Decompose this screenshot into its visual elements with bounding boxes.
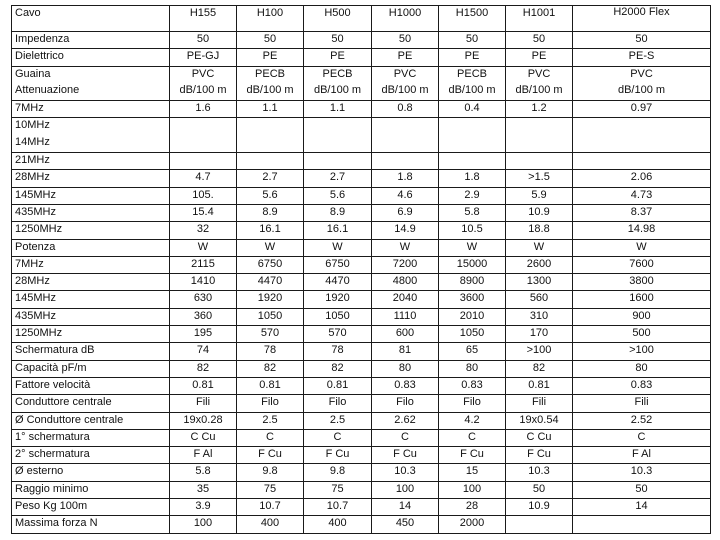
table-cell: 19x0.28	[170, 412, 237, 429]
table-cell: dB/100 m	[170, 83, 237, 100]
table-row	[12, 274, 711, 291]
table-row	[12, 326, 711, 343]
table-cell: 18.8	[506, 222, 573, 239]
table-cell: 1.8	[439, 170, 506, 187]
table-cell: Fili	[506, 395, 573, 412]
table-cell: Fili	[170, 395, 237, 412]
table-row	[12, 239, 711, 256]
table-cell: 6.9	[372, 204, 439, 221]
row-label: 1250MHz	[12, 222, 170, 239]
table-cell: 4470	[304, 274, 372, 291]
table-cell: 50	[439, 32, 506, 49]
table-cell: 10.7	[304, 499, 372, 516]
table-cell: 10.9	[506, 499, 573, 516]
table-cell: dB/100 m	[439, 83, 506, 100]
row-label: 145MHz	[12, 291, 170, 308]
table-cell: C	[304, 429, 372, 446]
table-cell: 2.5	[237, 412, 304, 429]
table-cell: C	[439, 429, 506, 446]
table-cell: dB/100 m	[304, 83, 372, 100]
table-cell: PVC	[506, 66, 573, 83]
table-cell: W	[237, 239, 304, 256]
table-cell: 8.37	[573, 204, 711, 221]
header-cell: H155	[170, 6, 237, 32]
table-cell: 1300	[506, 274, 573, 291]
table-cell: 2.52	[573, 412, 711, 429]
table-cell: 0.4	[439, 101, 506, 118]
table-cell: F Cu	[372, 447, 439, 464]
table-cell: dB/100 m	[506, 83, 573, 100]
row-label: 145MHz	[12, 187, 170, 204]
table-cell: 14	[372, 499, 439, 516]
table-cell: 50	[372, 32, 439, 49]
header-cell: H100	[237, 6, 304, 32]
row-label: Schermatura dB	[12, 343, 170, 360]
row-label: Capacità pF/m	[12, 360, 170, 377]
table-row	[12, 412, 711, 429]
table-cell: 170	[506, 326, 573, 343]
table-cell	[237, 135, 304, 152]
table-cell: PECB	[304, 66, 372, 83]
row-label: Conduttore centrale	[12, 395, 170, 412]
table-cell: C	[573, 429, 711, 446]
table-cell: 50	[573, 32, 711, 49]
table-cell: PVC	[170, 66, 237, 83]
table-row	[12, 481, 711, 498]
row-label: Fattore velocità	[12, 377, 170, 394]
table-cell: 4800	[372, 274, 439, 291]
table-cell: PE-GJ	[170, 49, 237, 66]
table-cell: Fili	[573, 395, 711, 412]
table-cell: PE	[439, 49, 506, 66]
table-cell: F Cu	[237, 447, 304, 464]
table-cell: 3600	[439, 291, 506, 308]
table-cell: 4.2	[439, 412, 506, 429]
table-cell: 0.83	[439, 377, 506, 394]
table-cell: 10.9	[506, 204, 573, 221]
table-cell	[304, 135, 372, 152]
table-cell: W	[506, 239, 573, 256]
table-cell: 4.73	[573, 187, 711, 204]
table-row	[12, 101, 711, 118]
table-cell: >1.5	[506, 170, 573, 187]
table-cell: 80	[439, 360, 506, 377]
table-cell	[304, 118, 372, 135]
table-cell	[372, 118, 439, 135]
table-cell: 5.8	[170, 464, 237, 481]
table-cell: 100	[372, 481, 439, 498]
table-cell: PE	[237, 49, 304, 66]
table-cell	[506, 153, 573, 170]
table-cell: 50	[506, 32, 573, 49]
table-row	[12, 49, 711, 66]
table-cell: 1.1	[304, 101, 372, 118]
table-cell: Filo	[237, 395, 304, 412]
table-cell: 1600	[573, 291, 711, 308]
table-cell: 50	[170, 32, 237, 49]
table-cell: 8.9	[237, 204, 304, 221]
table-cell	[506, 118, 573, 135]
table-cell: 10.3	[372, 464, 439, 481]
table-cell	[573, 516, 711, 533]
row-label: 14MHz	[12, 135, 170, 152]
table-cell: 35	[170, 481, 237, 498]
table-cell: 3.9	[170, 499, 237, 516]
row-label: Peso Kg 100m	[12, 499, 170, 516]
table-cell	[237, 153, 304, 170]
table-cell: 10.7	[237, 499, 304, 516]
table-cell: W	[304, 239, 372, 256]
table-cell: 450	[372, 516, 439, 533]
table-cell: dB/100 m	[573, 83, 711, 100]
table-row	[12, 118, 711, 135]
table-cell: 3800	[573, 274, 711, 291]
table-cell: 74	[170, 343, 237, 360]
table-cell: C Cu	[506, 429, 573, 446]
table-row	[12, 360, 711, 377]
table-row	[12, 464, 711, 481]
table-cell: dB/100 m	[372, 83, 439, 100]
table-cell: 0.81	[170, 377, 237, 394]
table-cell: F Al	[573, 447, 711, 464]
table-cell: 900	[573, 308, 711, 325]
table-cell: 16.1	[304, 222, 372, 239]
row-label: Ø Conduttore centrale	[12, 412, 170, 429]
row-label: 10MHz	[12, 118, 170, 135]
table-cell: 19x0.54	[506, 412, 573, 429]
table-cell	[439, 153, 506, 170]
table-cell: PECB	[237, 66, 304, 83]
table-cell	[372, 153, 439, 170]
table-row	[12, 377, 711, 394]
table-cell: 32	[170, 222, 237, 239]
table-cell: 2.7	[304, 170, 372, 187]
table-cell: 1.1	[237, 101, 304, 118]
table-cell: 1410	[170, 274, 237, 291]
table-cell: 360	[170, 308, 237, 325]
row-label: 2° schermatura	[12, 447, 170, 464]
table-cell: 2.7	[237, 170, 304, 187]
row-label: Dielettrico	[12, 49, 170, 66]
table-cell: 1920	[237, 291, 304, 308]
table-cell: 560	[506, 291, 573, 308]
table-cell: 8900	[439, 274, 506, 291]
table-cell: dB/100 m	[237, 83, 304, 100]
table-row	[12, 153, 711, 170]
table-cell: 50	[304, 32, 372, 49]
row-label: 1250MHz	[12, 326, 170, 343]
table-cell: 9.8	[304, 464, 372, 481]
table-cell: F Cu	[439, 447, 506, 464]
table-row	[12, 222, 711, 239]
row-label: 21MHz	[12, 153, 170, 170]
table-cell	[170, 135, 237, 152]
table-cell: 0.83	[372, 377, 439, 394]
table-cell: 0.81	[304, 377, 372, 394]
table-cell: 100	[439, 481, 506, 498]
row-label: Guaina	[12, 66, 170, 83]
table-body	[12, 6, 711, 534]
table-cell: Filo	[304, 395, 372, 412]
table-cell: 2.9	[439, 187, 506, 204]
table-cell: 0.97	[573, 101, 711, 118]
table-cell: 82	[506, 360, 573, 377]
table-cell: PVC	[372, 66, 439, 83]
row-label: Potenza	[12, 239, 170, 256]
table-cell: 10.3	[573, 464, 711, 481]
header-cell: H1001	[506, 6, 573, 32]
header-cell: H1000	[372, 6, 439, 32]
table-row	[12, 32, 711, 49]
table-cell: 1920	[304, 291, 372, 308]
table-row	[12, 291, 711, 308]
row-label: 1° schermatura	[12, 429, 170, 446]
table-row	[12, 499, 711, 516]
table-cell: C	[372, 429, 439, 446]
table-cell: 1050	[304, 308, 372, 325]
row-label: 435MHz	[12, 204, 170, 221]
table-cell: PE	[372, 49, 439, 66]
table-cell: 4.6	[372, 187, 439, 204]
table-row	[12, 308, 711, 325]
table-cell: W	[170, 239, 237, 256]
row-label: 7MHz	[12, 256, 170, 273]
table-cell: 2115	[170, 256, 237, 273]
table-cell: 1.8	[372, 170, 439, 187]
table-row	[12, 395, 711, 412]
cable-spec-table	[11, 5, 711, 534]
table-cell: 0.83	[573, 377, 711, 394]
row-label: 28MHz	[12, 274, 170, 291]
table-cell: 2600	[506, 256, 573, 273]
row-label: Massima forza N	[12, 516, 170, 533]
table-cell: 14	[573, 499, 711, 516]
table-cell: 6750	[237, 256, 304, 273]
header-label: Cavo	[12, 6, 170, 32]
table-cell: 1110	[372, 308, 439, 325]
table-cell: 105.	[170, 187, 237, 204]
table-cell: 570	[237, 326, 304, 343]
table-cell: 5.6	[304, 187, 372, 204]
table-cell: 10.5	[439, 222, 506, 239]
row-label: Ø esterno	[12, 464, 170, 481]
table-cell: 5.6	[237, 187, 304, 204]
row-label: Attenuazione	[12, 83, 170, 100]
table-cell: W	[573, 239, 711, 256]
table-row	[12, 429, 711, 446]
table-row	[12, 170, 711, 187]
table-cell: C Cu	[170, 429, 237, 446]
table-cell: 0.8	[372, 101, 439, 118]
table-cell: 5.9	[506, 187, 573, 204]
table-cell: 82	[237, 360, 304, 377]
table-cell: W	[372, 239, 439, 256]
table-cell: 1050	[439, 326, 506, 343]
row-label: Impedenza	[12, 32, 170, 49]
table-cell: 2040	[372, 291, 439, 308]
table-cell: 78	[237, 343, 304, 360]
table-cell: PECB	[439, 66, 506, 83]
table-cell: 82	[304, 360, 372, 377]
table-cell: W	[439, 239, 506, 256]
table-cell	[170, 153, 237, 170]
header-row	[12, 6, 711, 32]
table-cell: 0.81	[506, 377, 573, 394]
table-cell: PE-S	[573, 49, 711, 66]
table-cell	[237, 118, 304, 135]
row-label: Raggio minimo	[12, 481, 170, 498]
table-cell: 82	[170, 360, 237, 377]
table-cell: 7200	[372, 256, 439, 273]
header-cell: H1500	[439, 6, 506, 32]
table-cell: 28	[439, 499, 506, 516]
table-row	[12, 343, 711, 360]
table-cell: 7600	[573, 256, 711, 273]
table-cell	[439, 118, 506, 135]
table-cell: >100	[573, 343, 711, 360]
table-cell	[304, 153, 372, 170]
table-cell: 500	[573, 326, 711, 343]
table-cell: 14.98	[573, 222, 711, 239]
table-cell: 1.2	[506, 101, 573, 118]
table-row	[12, 83, 711, 100]
table-cell: 65	[439, 343, 506, 360]
table-cell: PVC	[573, 66, 711, 83]
table-cell: 9.8	[237, 464, 304, 481]
row-label: 28MHz	[12, 170, 170, 187]
table-cell: 310	[506, 308, 573, 325]
table-cell: 2.62	[372, 412, 439, 429]
table-cell: >100	[506, 343, 573, 360]
table-cell: 15.4	[170, 204, 237, 221]
table-cell	[506, 135, 573, 152]
table-row	[12, 516, 711, 533]
table-cell	[573, 153, 711, 170]
table-cell: 195	[170, 326, 237, 343]
table-cell: 10.3	[506, 464, 573, 481]
table-cell: 15000	[439, 256, 506, 273]
table-cell: 50	[573, 481, 711, 498]
table-cell: PE	[304, 49, 372, 66]
table-cell: F Cu	[506, 447, 573, 464]
table-cell: Filo	[439, 395, 506, 412]
table-cell: F Cu	[304, 447, 372, 464]
table-cell: 2.06	[573, 170, 711, 187]
row-label: 435MHz	[12, 308, 170, 325]
table-cell: 80	[573, 360, 711, 377]
table-row	[12, 204, 711, 221]
table-cell	[506, 516, 573, 533]
table-cell: C	[237, 429, 304, 446]
header-cell: H2000 Flex	[573, 6, 711, 32]
table-cell: PE	[506, 49, 573, 66]
table-cell	[573, 118, 711, 135]
table-cell: 16.1	[237, 222, 304, 239]
table-cell: 400	[237, 516, 304, 533]
table-cell: 14.9	[372, 222, 439, 239]
table-cell: 50	[237, 32, 304, 49]
table-cell	[573, 135, 711, 152]
table-cell: 80	[372, 360, 439, 377]
table-cell: 2000	[439, 516, 506, 533]
table-cell: 15	[439, 464, 506, 481]
table-cell: 2.5	[304, 412, 372, 429]
table-cell: 78	[304, 343, 372, 360]
table-cell	[372, 135, 439, 152]
table-row	[12, 135, 711, 152]
table-cell: 100	[170, 516, 237, 533]
table-cell: 5.8	[439, 204, 506, 221]
table-cell: 1.6	[170, 101, 237, 118]
table-cell: 630	[170, 291, 237, 308]
table-cell: 0.81	[237, 377, 304, 394]
table-cell: 570	[304, 326, 372, 343]
table-cell	[439, 135, 506, 152]
table-cell: 400	[304, 516, 372, 533]
table-cell: 6750	[304, 256, 372, 273]
row-label: 7MHz	[12, 101, 170, 118]
table-cell: 4.7	[170, 170, 237, 187]
table-cell: Filo	[372, 395, 439, 412]
table-row	[12, 187, 711, 204]
table-row	[12, 447, 711, 464]
table-row	[12, 66, 711, 83]
table-cell: 75	[304, 481, 372, 498]
table-cell: 4470	[237, 274, 304, 291]
table-cell: 75	[237, 481, 304, 498]
table-cell: F Al	[170, 447, 237, 464]
table-cell: 2010	[439, 308, 506, 325]
table-cell	[170, 118, 237, 135]
table-row	[12, 256, 711, 273]
table-cell: 8.9	[304, 204, 372, 221]
header-cell: H500	[304, 6, 372, 32]
table-cell: 1050	[237, 308, 304, 325]
table-cell: 81	[372, 343, 439, 360]
table-cell: 50	[506, 481, 573, 498]
table-cell: 600	[372, 326, 439, 343]
